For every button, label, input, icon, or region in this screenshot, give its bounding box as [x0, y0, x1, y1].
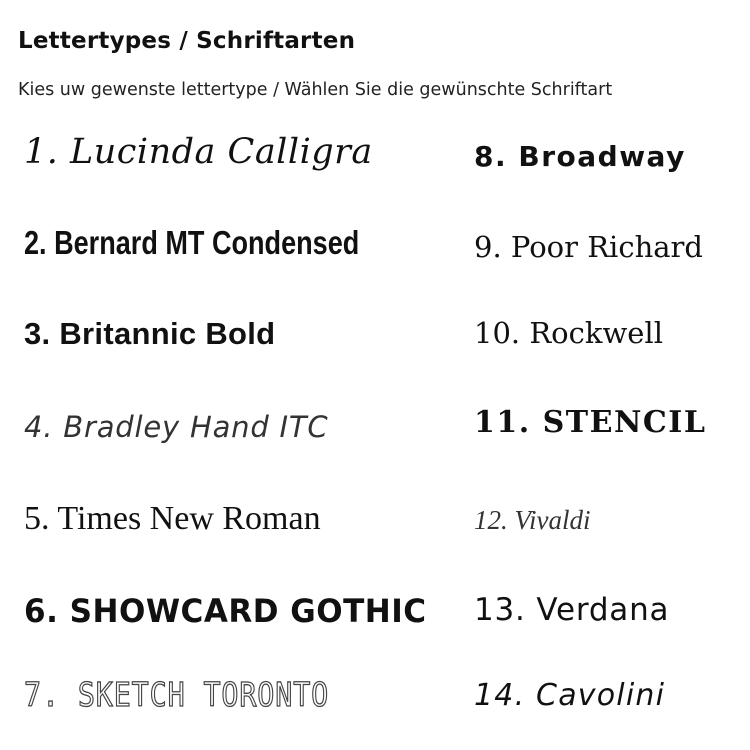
font-option-rockwell: 10. Rockwell: [474, 316, 663, 350]
font-option-cavolini: 14. Cavolini: [474, 678, 666, 713]
font-option-sketch-toronto: 7. SKETCH TORONTO: [24, 675, 330, 714]
font-option-verdana: 13. Verdana: [474, 592, 670, 628]
font-option-britannic-bold: 3. Britannic Bold: [24, 316, 276, 351]
page-title: Lettertypes / Schriftarten: [18, 28, 356, 54]
font-option-showcard-gothic: 6. SHOWCARD GOTHIC: [24, 592, 427, 630]
font-option-broadway: 8. Broadway: [474, 140, 686, 173]
page-subtitle: Kies uw gewenste lettertype / Wählen Sie die gewünschte Schriftart: [18, 80, 613, 100]
font-option-bradley-hand-itc: 4. Bradley Hand ITC: [24, 410, 329, 444]
font-option-lucinda-calligra: 1. Lucinda Calligra: [24, 132, 373, 172]
font-option-bernard-mt-condensed: 2. Bernard MT Condensed: [24, 224, 360, 261]
font-option-times-new-roman: 5. Times New Roman: [24, 500, 321, 537]
font-option-stencil: 11. STENCIL: [474, 405, 707, 440]
font-option-vivaldi: 12. Vivaldi: [474, 505, 591, 535]
font-option-poor-richard: 9. Poor Richard: [474, 230, 703, 264]
